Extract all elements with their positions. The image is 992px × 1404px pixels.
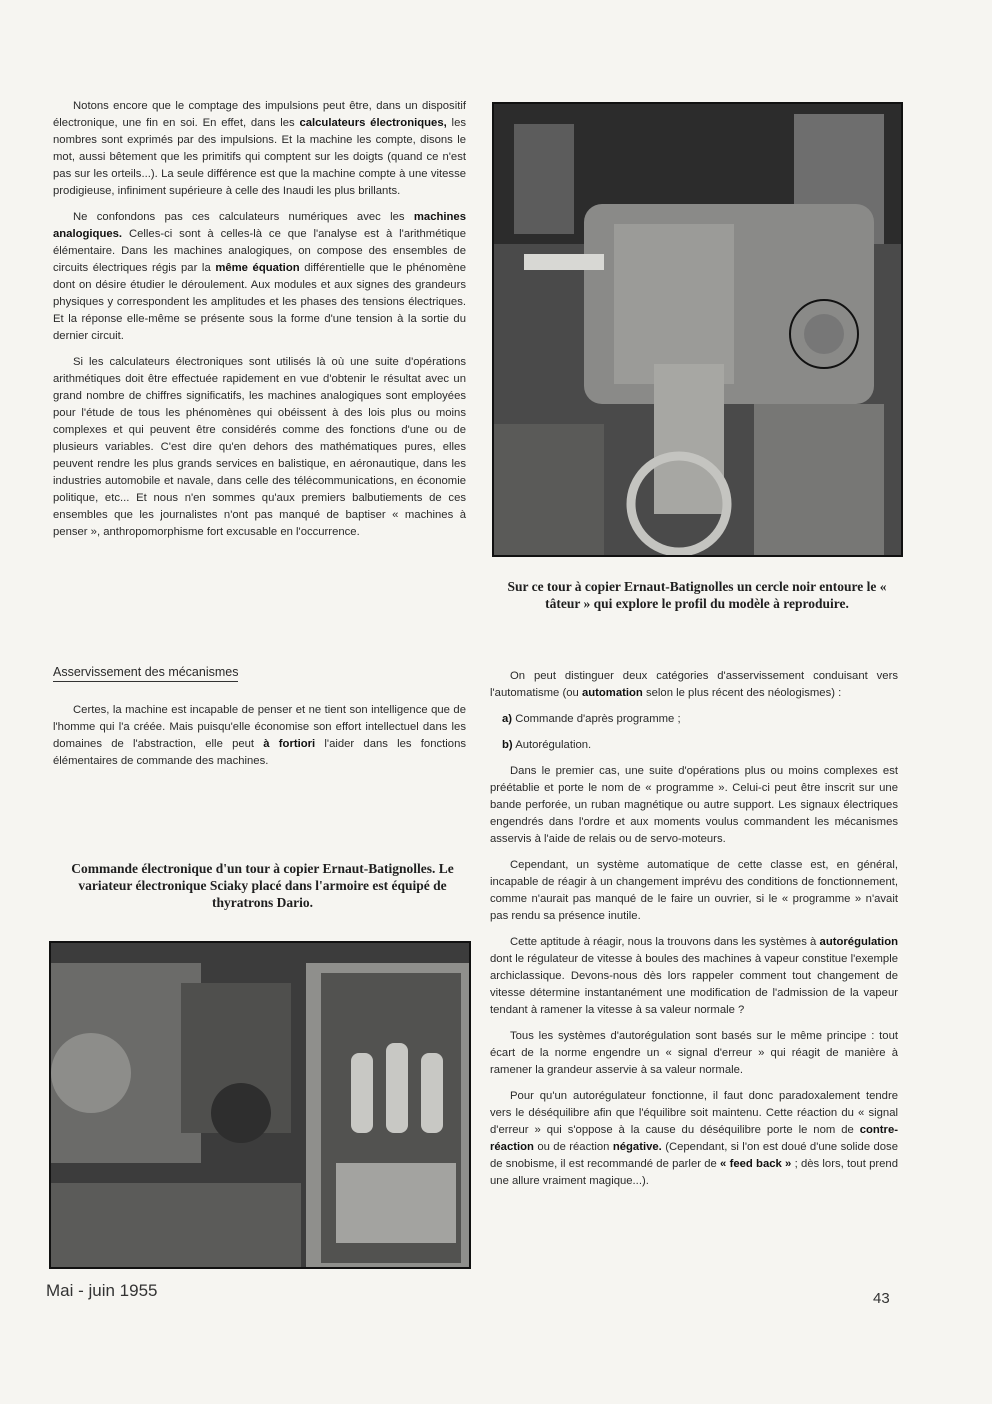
text-run: ou de réaction [533, 1141, 613, 1153]
text-run: Cette aptitude à réagir, nous la trouvons dans les systèmes à [510, 936, 820, 948]
bold-term: même équation [215, 262, 300, 274]
text-run: Si les calculateurs électroniques sont utilisés là où une suite d'opérations arithmétiques doit être effectuée rapidement en vue d'obtenir le résultat avec un grand nombre de chiffres significatifs, les machines analogiques sont employées pour l'étude de tous les phénomènes qui obéissent à des lois plus ou moins complexes et qui peuvent être considérés comme des fonctions d'une ou de plusieurs variables. C'est dire qu'en dehors des mathématiques pures, elles peuvent rendre les plus grands services en balistique, en aéronautique, dans les industries automobile et navale, dans celle des télécommunications, en économie politique, etc... Et nous n'en sommes qu'aux premiers balbutiements de ces ensembles que les journalistes n'ont pas manqué de baptiser « machines à penser », anthropomorphisme fort excusable en l'occurrence. [53, 356, 466, 538]
text-run: (Cependant, si l'on est doué d'une solide dose de snobisme, il est recommandé de parler de [490, 1141, 898, 1170]
text-run: les nombres sont exprimés par des impulsions. Et la machine les compte, disons le mot, aussi bêtement que les primitifs qui comptent sur les doigts (quand ce n'est pas sur les orteils...). La seule différence est que la machine compte à une vitesse prodigieuse, infiniment supérieure à celle des Inaudi les plus brillants. [53, 117, 467, 197]
bold-term: machines analogiques. [53, 211, 466, 240]
list-item-letter: b) [502, 739, 513, 751]
photo-caption-bottom: Commande électronique d'un tour à copier Ernaut-Batignolles. Le variateur électronique Sciaky placé dans l'armoire est équipé de thyratrons Dario. [71, 861, 454, 910]
list-item-letter: a) [502, 713, 513, 725]
paragraph [490, 857, 898, 925]
paragraph [490, 763, 898, 848]
text-run: On peut distinguer deux catégories d'asservissement conduisant vers l'automatisme (ou [490, 670, 898, 699]
text-run: ; dès lors, tout prend une allure vraiment magique...). [490, 1158, 898, 1187]
control-cabinet-photo [49, 941, 471, 1269]
text-run: Dans le premier cas, une suite d'opérations plus ou moins complexes est préétablie et porte le nom de « programme ». Celui-ci peut être inscrit sur une bande perforée, un ruban magnétique ou autre support. Les signaux électriques engendrés dans l'ordre et aux moments voulus commandent les mécanismes asservis à l'aide de relais ou de servo-moteurs. [490, 765, 898, 845]
text-run: Ne confondons pas ces calculateurs numériques avec les [73, 211, 414, 223]
bold-term: autorégulation [819, 936, 898, 948]
text-run: différentielle que le phénomène dont on désire étudier le déroulement. Aux modules et aux signes des grandeurs physiques y correspondent les amplitudes et les phases des tensions électriques. Et la réponse elle-même se présente sous la forme d'une tension à la sortie du dernier circuit. [53, 262, 466, 342]
list-item [502, 711, 898, 728]
text-run: Certes, la machine est incapable de penser et ne tient son intelligence que de l'homme qui l'a créée. Mais puisqu'elle économise son effort intellectuel dans les domaines de l'abstraction, elle peut [53, 704, 466, 750]
page-number: 43 [873, 1290, 890, 1307]
photo-caption-top: Sur ce tour à copier Ernaut-Batignolles un cercle noir entoure le « tâteur » qui explore le profil du modèle à reproduire. [507, 579, 887, 611]
text-run: dont le régulateur de vitesse à boules des machines à vapeur constitue l'exemple archiclassique. Devons-nous dès lors rappeler comment tout changement de vitesse détermine instantanément une modification de l'admission de la vapeur tendant à ramener la vitesse à sa valeur normale ? [490, 953, 898, 1016]
right-column [490, 668, 898, 1199]
text-run: Tous les systèmes d'autorégulation sont basés sur le même principe : tout écart de la norme engendre un « signal d'erreur » qui réagit de manière à ramener la grandeur asservie à sa valeur normale. [490, 1030, 898, 1076]
bold-term: calculateurs électroniques, [299, 117, 447, 129]
text-run: Notons encore que le comptage des impulsions peut être, dans un dispositif électronique, une fin en soi. En effet, dans les [53, 100, 466, 129]
text-run: Cependant, un système automatique de cette classe est, en général, incapable de réagir à un changement imprévu des conditions de fonctionnement, comme n'aurait pas manqué de le faire un ouvrier, si le « programme » n'avait pas rendu sa présence inutile. [490, 859, 898, 922]
list-item-text: Autorégulation. [515, 739, 592, 751]
text-run: Celles-ci sont à celles-là ce que l'analyse est à l'arithmétique élémentaire. Dans les machines analogiques, on compose des ensembles de circuits électriques régis par la [53, 228, 466, 274]
bold-term: « feed back » [720, 1158, 792, 1170]
paragraph [490, 934, 898, 1019]
paragraph [490, 1088, 898, 1190]
list-item [502, 737, 898, 754]
bold-term: à fortiori [263, 738, 316, 750]
bold-term: automation [581, 687, 643, 699]
section-intro [53, 702, 466, 779]
text-run: Pour qu'un autorégulateur fonctionne, il faut donc paradoxalement tendre vers le déséquilibre afin que l'équilibre soit maintenu. Cette réaction du « signal d'erreur » qui s'oppose à la cause du déséquilibre porte le nom de [490, 1090, 898, 1136]
text-run: l'aider dans les fonctions élémentaires de commande des machines. [53, 738, 466, 767]
bold-term: contre-réaction [490, 1124, 898, 1153]
left-column [53, 98, 466, 550]
lathe-photo [492, 102, 903, 557]
bold-term: négative. [612, 1141, 662, 1153]
list-item-text: Commande d'après programme ; [515, 713, 681, 725]
paragraph [53, 354, 466, 541]
paragraph [53, 209, 466, 345]
paragraph [490, 1028, 898, 1079]
paragraph [53, 702, 466, 770]
section-title: Asservissement des mécanismes [53, 665, 238, 682]
paragraph [490, 668, 898, 702]
issue-date: Mai - juin 1955 [46, 1281, 158, 1300]
text-run: selon le plus récent des néologismes) : [642, 687, 842, 699]
paragraph [53, 98, 466, 200]
